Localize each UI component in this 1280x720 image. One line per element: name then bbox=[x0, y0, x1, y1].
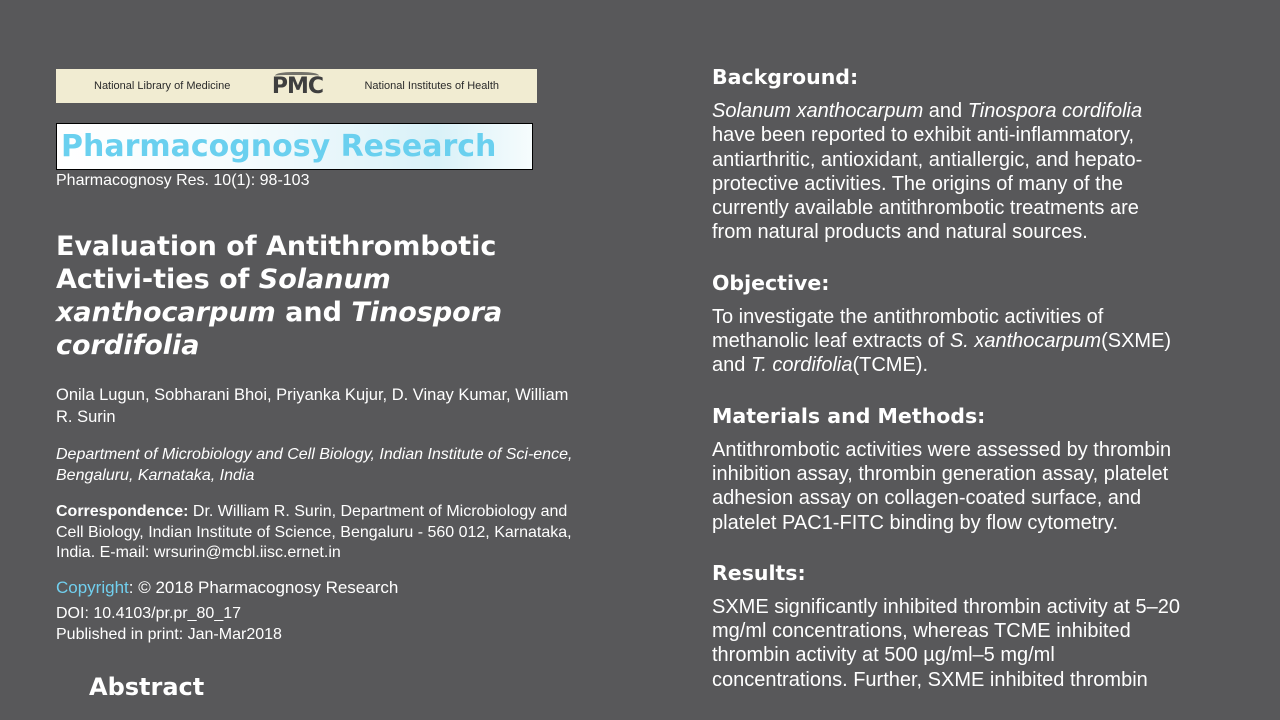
article-title-species-2: Tinospora cordifolia bbox=[56, 297, 503, 361]
background-text bbox=[712, 99, 1180, 245]
methods-section bbox=[712, 402, 1180, 535]
pmc-logo[interactable]: PMC bbox=[271, 73, 323, 99]
methods-heading: Materials and Methods: bbox=[712, 403, 986, 428]
background-species-1: Solanum xanthocarpum bbox=[712, 100, 924, 122]
results-heading: Results: bbox=[712, 560, 806, 585]
background-heading: Background: bbox=[712, 65, 859, 89]
article-title-and: and bbox=[275, 297, 352, 328]
background-species-2: Tinospora cordifolia bbox=[967, 100, 1143, 122]
correspondence-label: Correspondence: bbox=[56, 503, 189, 520]
objective-species-1: S. xanthocarpum bbox=[949, 330, 1102, 353]
article-title-text: Evaluation of Antithrombotic Activi-ties of bbox=[56, 231, 497, 295]
objective-body-2: (SXME) and bbox=[712, 330, 1172, 377]
background-section bbox=[712, 63, 1180, 245]
results-section bbox=[712, 559, 1180, 692]
methods-text: Antithrombotic activities were assessed by thrombin inhibition assay, thrombin generation assay, platelet adhesion assay on collagen-coated surface, and platelet PAC1-FITC binding by flow cytometry. bbox=[712, 438, 1172, 534]
objective-body-3: (TCME). bbox=[852, 354, 929, 377]
correspondence bbox=[56, 502, 586, 564]
doi[interactable]: DOI: 10.4103/pr.pr_80_17 bbox=[56, 604, 242, 622]
background-and: and bbox=[923, 100, 968, 122]
pmc-banner[interactable] bbox=[56, 69, 537, 103]
nlm-label: National Library of Medicine bbox=[94, 80, 231, 92]
background-body: have been reported to exhibit anti-inflammatory, antiarthritic, antioxidant, antiallergic, and hepato-protective activities. The origins of many of the currently available antithrombotic treatments are from natural products and natural sources. bbox=[712, 124, 1143, 244]
objective-text bbox=[712, 305, 1180, 378]
copyright-link[interactable]: Copyright bbox=[56, 577, 129, 597]
journal-title: Pharmacognosy Research bbox=[61, 129, 497, 164]
article-header bbox=[56, 69, 596, 701]
article-title bbox=[56, 230, 576, 362]
authors: Onila Lugun, Sobharani Bhoi, Priyanka Kujur, D. Vinay Kumar, William R. Surin bbox=[56, 386, 569, 426]
copyright-text: : © 2018 Pharmacognosy Research bbox=[128, 577, 399, 597]
affiliation: Department of Microbiology and Cell Biology, Indian Institute of Sci-ence, Bengaluru, Karnataka, India bbox=[56, 446, 573, 484]
abstract-heading: Abstract bbox=[89, 672, 205, 701]
published-date: Published in print: Jan-Mar2018 bbox=[56, 625, 282, 643]
abstract-body bbox=[712, 63, 1180, 716]
objective-body-1: To investigate the antithrombotic activities of methanolic leaf extracts of bbox=[712, 305, 1104, 353]
journal-reference: Pharmacognosy Res. 10(1): 98-103 bbox=[56, 172, 310, 189]
objective-heading: Objective: bbox=[712, 270, 830, 295]
copyright bbox=[56, 578, 596, 598]
journal-banner[interactable] bbox=[56, 123, 533, 170]
objective-section bbox=[712, 269, 1180, 378]
objective-species-2: T. cordifolia bbox=[750, 354, 853, 377]
article-title-species-1: Solanum xanthocarpum bbox=[56, 264, 391, 328]
correspondence-text: Dr. William R. Surin, Department of Microbiology and Cell Biology, Indian Institute of Science, Bengaluru - 560 012, Karnataka, India. E-mail: wrsurin@mcbl.iisc.ernet.in bbox=[56, 503, 572, 561]
nih-label: National Institutes of Health bbox=[364, 80, 499, 92]
results-text: SXME significantly inhibited thrombin activity at 5–20 mg/ml concentrations, whereas TCME inhibited thrombin activity at 500 µg/ml–5 mg/ml concentrations. Further, SXME inhibited thrombin bbox=[712, 595, 1181, 691]
